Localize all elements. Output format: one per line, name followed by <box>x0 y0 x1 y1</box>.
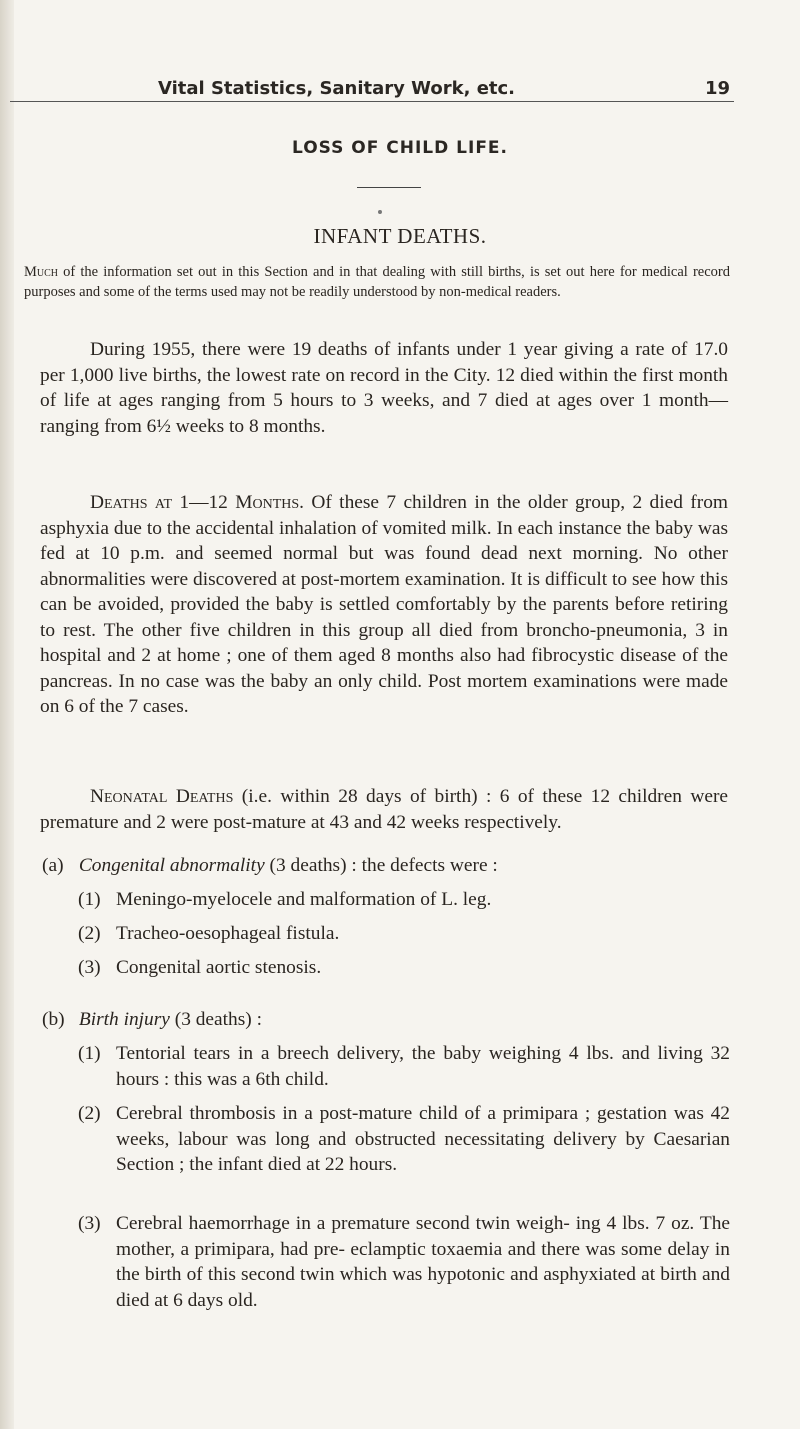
running-title: Vital Statistics, Sanitary Work, etc. <box>158 78 516 99</box>
item-number: (2) <box>78 923 101 944</box>
item-text: Tracheo-oesophageal fistula. <box>116 923 340 944</box>
heading-deaths-1-12-months: Deaths at 1—12 Months. <box>90 492 304 513</box>
intro-text: of the information set out in this Section and in that dealing with still births, is set out here for medical record purposes and some of the terms used may not be readily understood by non-medical readers. <box>24 264 730 300</box>
page-gutter-shadow <box>0 0 14 1429</box>
list-item <box>78 887 730 913</box>
section-title: LOSS OF CHILD LIFE. <box>291 138 509 158</box>
text-deaths-1-12-months: Of these 7 children in the older group, 2 died from asphyxia due to the accidental inhalation of vomited milk. In each instance the baby was fed at 10 p.m. and seemed normal but was found dead next morning. No other abnormalities were discovered at post-mortem examination. It is difficult to see how this can be avoided, provided the baby is settled comfortably by the parents before retiring to rest. The other five children in this group all died from broncho-pneumonia, 3 in hospital and 2 at home ; one of them aged 8 months also had fibrocystic disease of the pancreas. In no case was the baby an only child. Post mortem examinations were made on 6 of the 7 cases. <box>40 492 728 717</box>
list-item <box>78 921 730 947</box>
heading-neonatal-deaths: Neonatal Deaths <box>90 786 234 807</box>
intro-lead: Much <box>24 264 59 280</box>
subtitle: INFANT DEATHS. <box>313 224 487 248</box>
item-number: (1) <box>78 889 101 910</box>
group-a-label: (a) <box>42 855 64 876</box>
paragraph-1955-summary: During 1955, there were 19 deaths of infants under 1 year giving a rate of 17.0 per 1,000 live births, the lowest rate on record in the City. 12 died within the first month of life at ages ranging from 5 hours to 3 weeks, and 7 died at ages over 1 month— ranging from 6½ weeks to 8 months. <box>40 339 728 437</box>
list-item <box>78 1211 730 1313</box>
title-divider <box>357 187 421 188</box>
list-item <box>78 1041 730 1092</box>
group-a-title: Congenital abnormality <box>78 855 265 876</box>
item-number: (3) <box>78 957 101 978</box>
item-number: (2) <box>78 1103 101 1124</box>
group-a-suffix: (3 deaths) : the defects were : <box>264 855 498 876</box>
ornament-dot <box>378 210 382 214</box>
group-b-suffix: (3 deaths) : <box>169 1009 262 1030</box>
item-text: Congenital aortic stenosis. <box>116 957 322 978</box>
list-item <box>78 1101 730 1178</box>
text-neonatal-deaths: (i.e. within 28 days of birth) : 6 of these 12 children were premature and 2 were post-mature at 43 and 42 weeks respectively. <box>40 786 729 833</box>
list-item <box>78 955 730 981</box>
item-text: Cerebral thrombosis in a post-mature child of a primipara ; gestation was 42 weeks, labour was long and obstructed necessitating delivery by Caesarian Section ; the infant died at 22 hours. <box>116 1103 730 1175</box>
header-rule <box>10 101 734 102</box>
item-number: (3) <box>78 1213 101 1234</box>
item-number: (1) <box>78 1043 101 1064</box>
item-text: Tentorial tears in a breech delivery, the baby weighing 4 lbs. and living 32 hours : this was a 6th child. <box>116 1043 730 1090</box>
paragraph-neonatal-deaths <box>40 784 728 835</box>
group-a-heading <box>42 853 732 879</box>
intro-paragraph <box>24 262 730 302</box>
paragraph-deaths-1-12-months <box>40 490 728 720</box>
group-b-heading <box>42 1007 732 1033</box>
group-b-title: Birth injury <box>78 1009 170 1030</box>
page-number: 19 <box>704 78 730 99</box>
item-text: Meningo-myelocele and malformation of L. leg. <box>116 889 492 910</box>
group-b-label: (b) <box>42 1009 65 1030</box>
item-text: Cerebral haemorrhage in a premature second twin weigh- ing 4 lbs. 7 oz. The mother, a primipara, had pre- eclamptic toxaemia and there was some delay in the birth of this second twin which was hypotonic and asphyxiated at birth and died at 6 days old. <box>116 1213 730 1311</box>
